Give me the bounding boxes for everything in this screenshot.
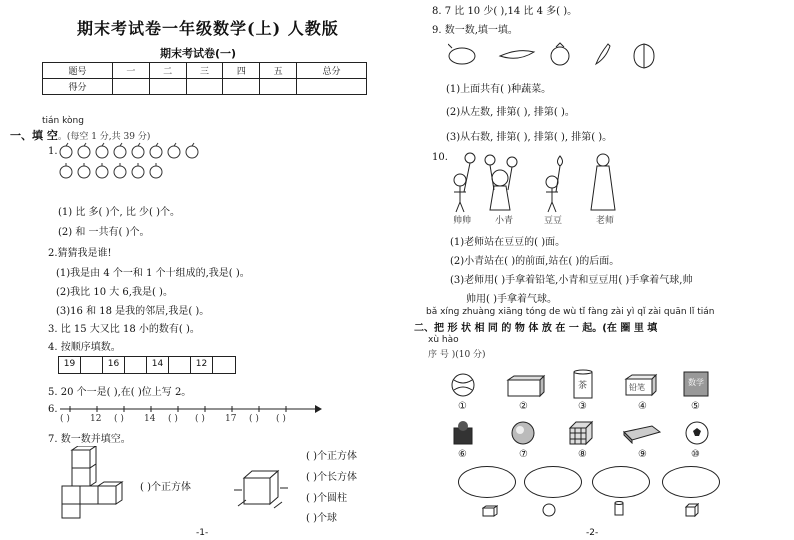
q7-fig1-label: ( )个正方体 xyxy=(140,482,191,493)
child-name-doudou: 豆豆 xyxy=(544,216,563,226)
table-cell: 总分 xyxy=(297,63,367,79)
q1-number: 1. xyxy=(48,146,58,157)
sequence-cell[interactable] xyxy=(125,357,147,373)
answer-ellipse-cuboid[interactable] xyxy=(458,466,516,498)
score-input-cell[interactable] xyxy=(112,79,149,95)
cuboid-figure-icon xyxy=(232,466,290,510)
q10-number: 10. xyxy=(432,152,448,163)
cube-shape-icon xyxy=(685,503,699,517)
q6-number: 6. xyxy=(48,404,58,415)
sequence-cell: 16 xyxy=(103,357,125,373)
score-input-cell[interactable] xyxy=(297,79,367,95)
q2-line3: (3)16 和 18 是我的邻居,我是( )。 xyxy=(56,306,210,317)
page-right xyxy=(400,0,794,540)
globe-icon xyxy=(510,420,536,446)
soccer-ball-icon xyxy=(684,420,710,446)
q10-line2: (2)小青站在( )的前面,站在( )的后面。 xyxy=(450,256,620,267)
table-cell: 四 xyxy=(223,63,260,79)
page-left: 期末考试卷一年级数学(上) 人教版 期末考试卷(一) 题号 一 二 三 四 五 总分 得分 tián kòng 一、填 空。(每空 1 分,共 39 分) 1. (1) 比 多( )个, 比 少( )个。 (2) 和 一共有( )个。 2.猜猜我是谁! (1)我是由 4 个一和 1 个十组成的,我是( )。 (2)我比 10 大 6,我是( )。 (3)16 和 18 是我的邻居,我是( )。 3. 比 15 大又比 18 小的数有( )。 4. 按顺序填数。 19 16 14 12 5. 20 个一是( ),在( )位上写 2。 6. ( ) 12 ( ) 14 ( ) ( ) 17 ( ) ( ) 7. 数一数并填空。 ( )个正方体 ( )个正方体 ( )个长方体 ( )个圆柱 ( )个球 -1- xyxy=(0,0,400,540)
q9-title: 9. 数一数,填一填。 xyxy=(432,25,518,36)
q7-title: 7. 数一数并填空。 xyxy=(48,434,131,445)
answer-ellipse-cube[interactable] xyxy=(662,466,720,498)
object-number: ⑤ xyxy=(691,401,700,412)
number-line-icon xyxy=(60,404,322,414)
peach-apple-icon xyxy=(58,142,208,190)
q1-line1: (1) 比 多( )个, 比 少( )个。 xyxy=(58,207,181,218)
q3-text: 3. 比 15 大又比 18 小的数有( )。 xyxy=(48,324,200,335)
section2-pinyin: bǎ xíng zhuàng xiāng tóng de wù tǐ fàng zài yì qǐ zài quān lǐ tián xyxy=(426,307,715,317)
section1-pinyin: tián kòng xyxy=(42,116,84,126)
q10-line1: (1)老师站在豆豆的( )面。 xyxy=(450,237,566,248)
children-teacher-icon xyxy=(450,152,630,214)
section1-heading: 一、填 空。(每空 1 分,共 39 分) xyxy=(10,129,151,142)
score-table-row xyxy=(43,79,367,95)
table-cell: 五 xyxy=(260,63,297,79)
cuboid-shape-icon xyxy=(482,505,498,517)
q9-line3: (3)从右数, 排第( ), 排第( ), 排第( )。 xyxy=(446,132,613,143)
q9-line2: (2)从左数, 排第( ), 排第( )。 xyxy=(446,107,575,118)
sequence-boxes xyxy=(58,356,236,374)
score-table-header xyxy=(43,63,367,79)
sequence-cell: 12 xyxy=(191,357,213,373)
page-number-right: -2- xyxy=(586,528,599,538)
teacher-name: 老师 xyxy=(596,216,615,226)
q5-text: 5. 20 个一是( ),在( )位上写 2。 xyxy=(48,387,192,398)
exam-title: 期末考试卷一年级数学(上) 人教版 xyxy=(77,19,339,38)
page-number-left: -1- xyxy=(196,528,209,538)
section2-heading: 二、把 形 状 相 同 的 物 体 放 在 一 起。(在 圈 里 填 xyxy=(414,323,658,334)
tea-can-label: 茶 xyxy=(578,381,588,391)
bear-figure-icon xyxy=(450,420,476,446)
cube-stack-icon xyxy=(60,446,132,520)
object-number: ⑥ xyxy=(458,449,467,460)
vegetables-icon xyxy=(448,38,658,70)
child-name-shuaishuai: 帅帅 xyxy=(453,216,472,226)
sequence-cell[interactable] xyxy=(81,357,103,373)
q7-answer-sphere: ( )个球 xyxy=(306,513,337,524)
sequence-cell[interactable] xyxy=(213,357,235,373)
object-number: ⑨ xyxy=(638,449,647,460)
sphere-shape-icon xyxy=(542,503,556,517)
q10-line4: 帅用( )手拿着气球。 xyxy=(466,294,557,305)
math-book-label: 数学 xyxy=(688,378,704,387)
answer-ellipse-cylinder[interactable] xyxy=(592,466,650,498)
object-number: ⑧ xyxy=(578,449,587,460)
score-input-cell[interactable] xyxy=(186,79,223,95)
q4-title: 4. 按顺序填数。 xyxy=(48,342,121,353)
sequence-cell[interactable] xyxy=(169,357,191,373)
object-number: ② xyxy=(519,401,528,412)
candy-box-icon xyxy=(622,422,662,444)
table-cell: 三 xyxy=(186,63,223,79)
cylinder-shape-icon xyxy=(614,501,624,517)
q7-answer-cylinder: ( )个圆柱 xyxy=(306,493,347,504)
q7-answer-cuboid: ( )个长方体 xyxy=(306,472,357,483)
table-cell: 二 xyxy=(149,63,186,79)
gift-box-icon xyxy=(506,374,546,398)
object-number: ③ xyxy=(578,401,587,412)
q1-line2: (2) 和 一共有( )个。 xyxy=(58,227,150,238)
q2-line1: (1)我是由 4 个一和 1 个十组成的,我是( )。 xyxy=(56,268,250,279)
q10-line3: (3)老师用( )手拿着铅笔,小青和豆豆用( )手拿着气球,帅 xyxy=(450,275,693,286)
object-number: ① xyxy=(458,401,467,412)
q7-answer-cube: ( )个正方体 xyxy=(306,451,357,462)
score-input-cell[interactable] xyxy=(260,79,297,95)
table-cell: 一 xyxy=(112,63,149,79)
section2-line3: 序 号 )(10 分) xyxy=(428,350,486,360)
section2-pinyin2: xù hào xyxy=(428,335,459,345)
table-cell: 得分 xyxy=(43,79,113,95)
sequence-cell: 14 xyxy=(147,357,169,373)
exam-subtitle: 期末考试卷(一) xyxy=(160,47,237,60)
q2-title: 2.猜猜我是谁! xyxy=(48,248,112,259)
sequence-cell: 19 xyxy=(59,357,81,373)
object-number: ④ xyxy=(638,401,647,412)
table-cell: 题号 xyxy=(43,63,113,79)
score-table xyxy=(42,62,367,95)
object-number: ⑦ xyxy=(519,449,528,460)
chalk-box-label: 铅笔 xyxy=(629,383,645,392)
q8-text: 8. 7 比 10 少( ),14 比 4 多( )。 xyxy=(432,6,578,17)
answer-ellipse-sphere[interactable] xyxy=(524,466,582,498)
child-name-xiaoqing: 小青 xyxy=(495,216,514,226)
score-input-cell[interactable] xyxy=(149,79,186,95)
score-input-cell[interactable] xyxy=(223,79,260,95)
q2-line2: (2)我比 10 大 6,我是( )。 xyxy=(56,287,173,298)
q9-line1: (1)上面共有( )种蔬菜。 xyxy=(446,84,552,95)
ball-icon xyxy=(450,372,476,398)
rubik-cube-icon xyxy=(568,420,594,446)
object-number: ⑩ xyxy=(691,449,700,460)
